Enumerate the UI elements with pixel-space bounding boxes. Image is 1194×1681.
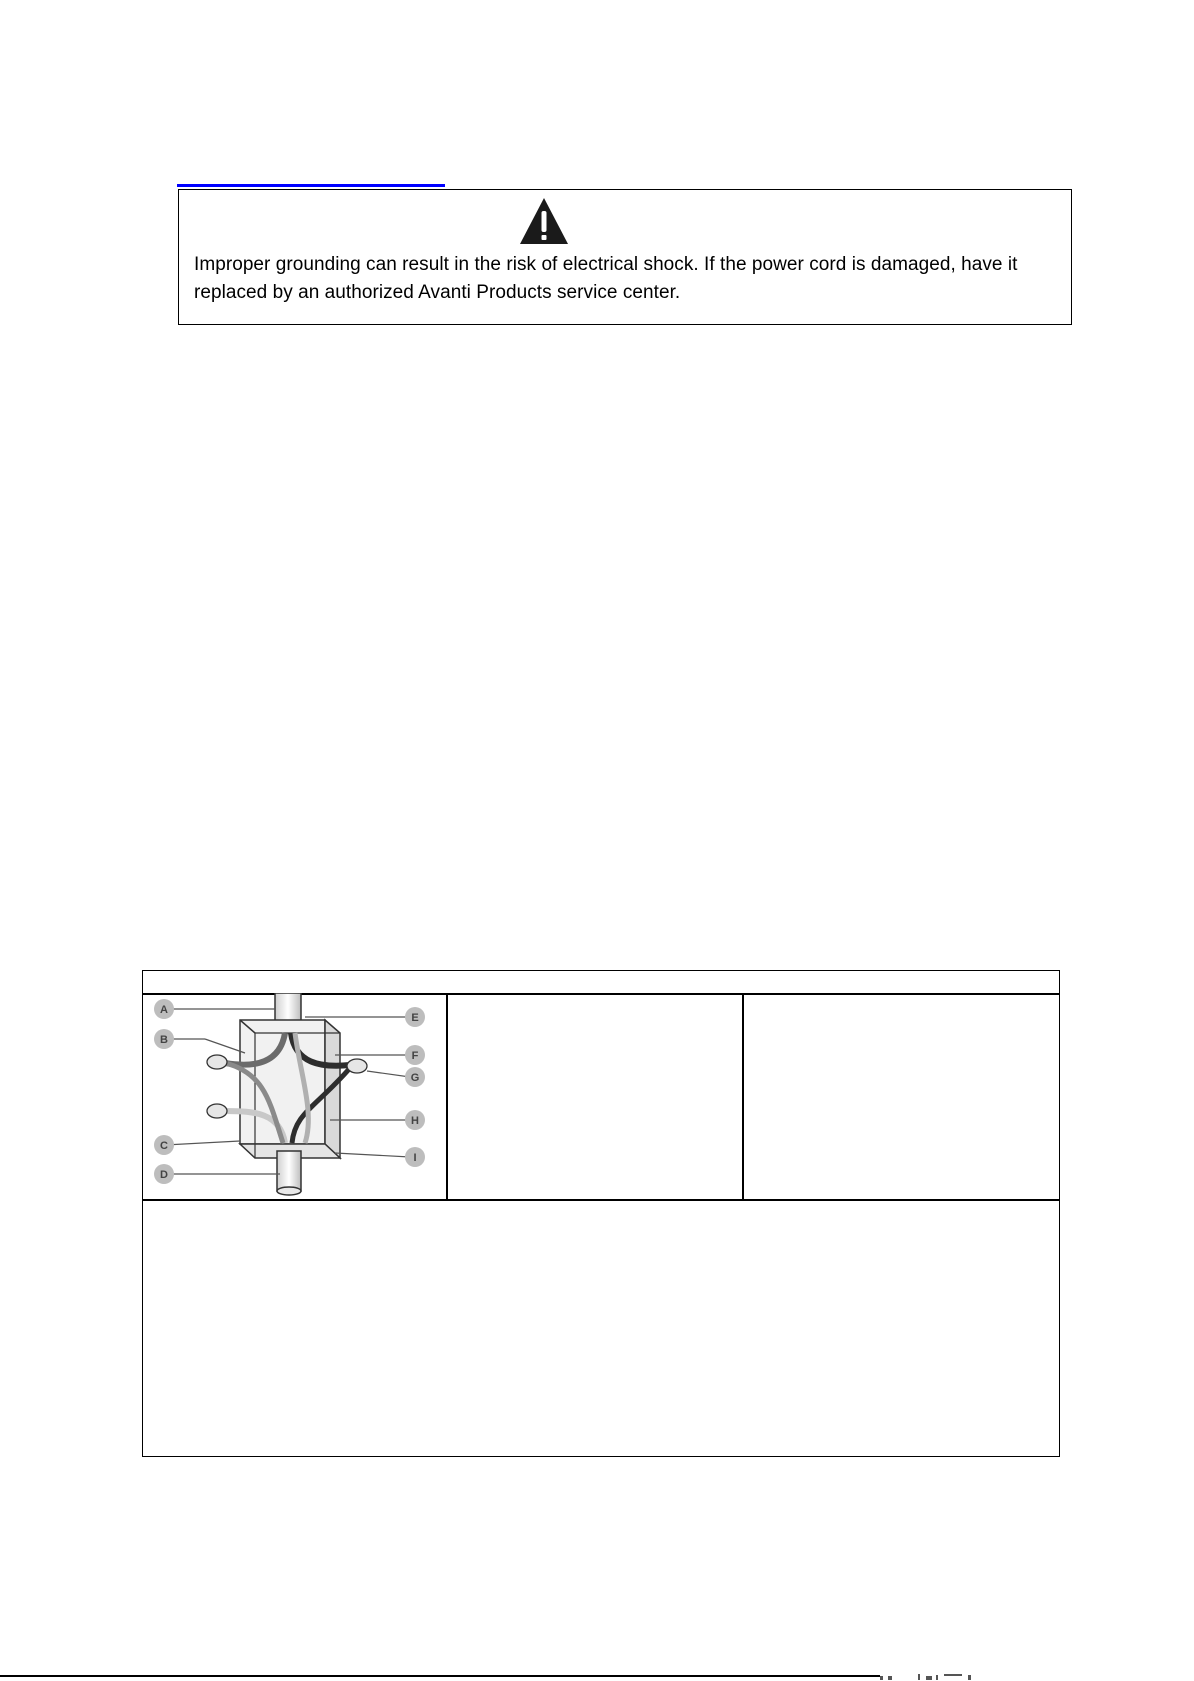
table-row-divider — [142, 1199, 1060, 1201]
diagram-label: A — [160, 1004, 168, 1016]
diagram-label: I — [413, 1152, 417, 1164]
diagram-label: H — [411, 1115, 419, 1127]
footer-marks — [878, 1673, 1018, 1681]
diagram-label: G — [410, 1072, 420, 1084]
diagram-label: D — [160, 1169, 168, 1181]
footer-rule — [0, 1675, 880, 1677]
junction-box-diagram — [145, 993, 430, 1197]
warning-triangle-icon — [518, 196, 570, 246]
diagram-label: F — [411, 1050, 419, 1062]
table-column-divider — [446, 993, 448, 1200]
diagram-label: C — [160, 1140, 168, 1152]
warning-text: Improper grounding can result in the risk of electrical shock. If the power cord is damaged, have it replaced by an authorized Avanti Products service center. — [194, 254, 1018, 303]
diagram-label: E — [411, 1012, 419, 1024]
table-column-divider — [742, 993, 744, 1200]
link-underline[interactable] — [177, 184, 445, 187]
diagram-label: B — [160, 1034, 168, 1046]
